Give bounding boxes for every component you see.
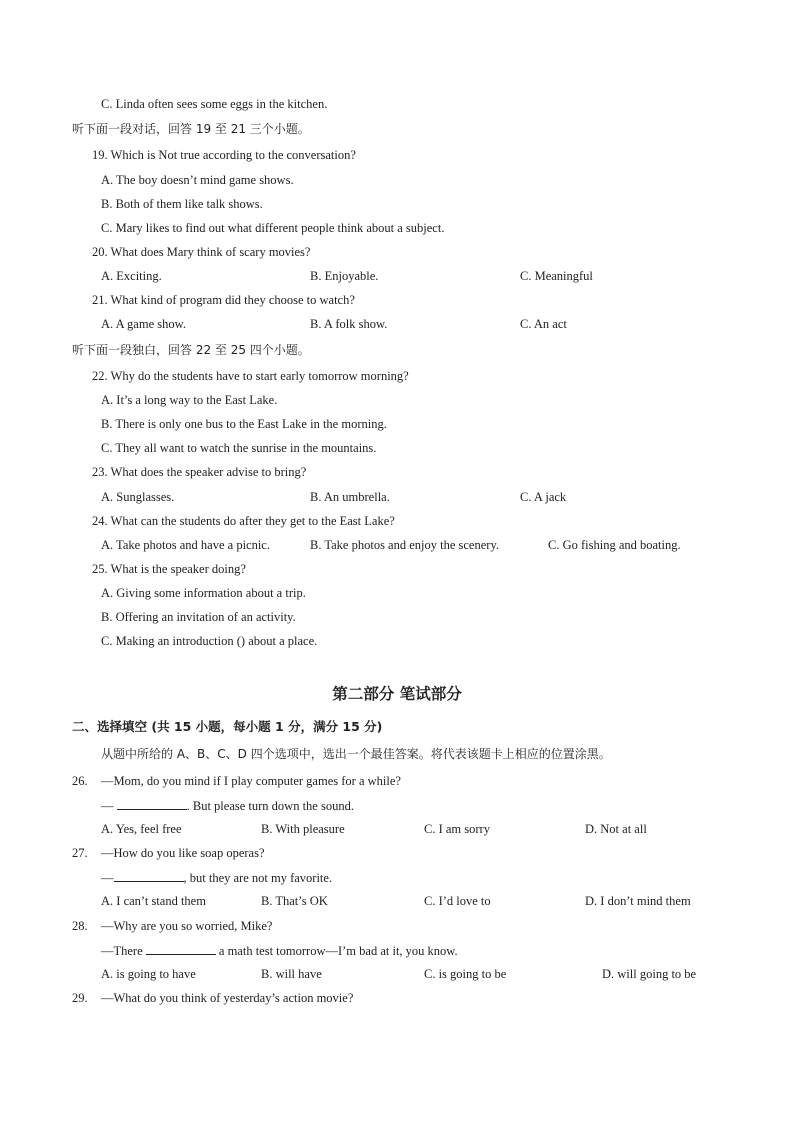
q19-option-c: C. Mary likes to find out what different people think about a subject. (101, 221, 445, 235)
q26-answer-blank (117, 797, 187, 810)
q25-option-b: B. Offering an invitation of an activity. (101, 610, 296, 624)
q22-stem: 22. Why do the students have to start early tomorrow morning? (92, 369, 409, 383)
q19-option-a: A. The boy doesn’t mind game shows. (101, 173, 294, 187)
q28-answer-blank (146, 942, 216, 955)
q23-option-b: B. An umbrella. (310, 490, 390, 504)
q20-option-b: B. Enjoyable. (310, 269, 379, 283)
q23-option-c: C. A jack (520, 490, 567, 504)
q27-option-b: B. That’s OK (261, 894, 328, 908)
q29-line1: —What do you think of yesterday’s action movie? (101, 991, 354, 1005)
listening-instruction-2: 听下面一段独白，回答 22 至 25 四个小题。 (72, 343, 310, 357)
q18-option-c: C. Linda often sees some eggs in the kitchen. (101, 97, 328, 111)
q22-option-a: A. It’s a long way to the East Lake. (101, 393, 278, 407)
q27-line2 (101, 869, 332, 886)
q27-option-d: D. I don’t mind them (585, 894, 691, 908)
q27-answer-blank (114, 869, 184, 882)
q26-line2-suffix: . But please turn down the sound. (186, 799, 354, 813)
q23-stem: 23. What does the speaker advise to bring? (92, 465, 307, 479)
q28-option-c: C. is going to be (424, 967, 507, 981)
q28-line2 (101, 942, 458, 959)
q24-option-c: C. Go fishing and boating. (548, 538, 681, 552)
q28-option-a: A. is going to have (101, 967, 196, 981)
section2-instruction: 从题中所给的 A、B、C、D 四个选项中，选出一个最佳答案。将代表该题卡上相应的位置涂黑。 (101, 747, 611, 761)
listening-instruction-1: 听下面一段对话，回答 19 至 21 三个小题。 (72, 122, 310, 136)
q28-line2-prefix: —There (101, 944, 146, 958)
q28-line2-suffix: a math test tomorrow—I’m bad at it, you know. (215, 944, 458, 958)
q21-option-c: C. An act (520, 317, 567, 331)
q28-option-b: B. will have (261, 967, 322, 981)
q26-option-c: C. I am sorry (424, 822, 490, 836)
q21-stem: 21. What kind of program did they choose to watch? (92, 293, 355, 307)
q24-option-b: B. Take photos and enjoy the scenery. (310, 538, 500, 552)
q26-line1: —Mom, do you mind if I play computer games for a while? (101, 774, 401, 788)
q25-option-c: C. Making an introduction () about a place. (101, 634, 318, 648)
q26-number: 26. (72, 774, 88, 788)
q24-stem: 24. What can the students do after they get to the East Lake? (92, 514, 395, 528)
q21-option-b: B. A folk show. (310, 317, 388, 331)
q26-line2-prefix: — (101, 799, 117, 813)
q20-option-c: C. Meaningful (520, 269, 593, 283)
q25-stem: 25. What is the speaker doing? (92, 562, 246, 576)
part2-title: 第二部分 笔试部分 (332, 685, 462, 703)
q25-option-a: A. Giving some information about a trip. (101, 586, 306, 600)
q26-line2 (101, 797, 354, 814)
q27-line1: —How do you like soap operas? (101, 846, 265, 860)
q26-option-a: A. Yes, feel free (101, 822, 182, 836)
q27-option-a: A. I can’t stand them (101, 894, 206, 908)
q26-option-b: B. With pleasure (261, 822, 345, 836)
q27-line2-suffix: , but they are not my favorite. (183, 871, 333, 885)
q27-number: 27. (72, 846, 88, 860)
section2-title: 二、选择填空 (共 15 小题，每小题 1 分，满分 15 分) (72, 719, 383, 734)
q19-stem: 19. Which is Not true according to the conversation? (92, 148, 356, 162)
q19-option-b: B. Both of them like talk shows. (101, 197, 263, 211)
q28-number: 28. (72, 919, 88, 933)
q20-option-a: A. Exciting. (101, 269, 162, 283)
q22-option-c: C. They all want to watch the sunrise in the mountains. (101, 441, 377, 455)
q27-line2-prefix: — (101, 871, 114, 885)
q24-option-a: A. Take photos and have a picnic. (101, 538, 270, 552)
q28-option-d: D. will going to be (602, 967, 697, 981)
q26-option-d: D. Not at all (585, 822, 647, 836)
q22-option-b: B. There is only one bus to the East Lake in the morning. (101, 417, 387, 431)
q21-option-a: A. A game show. (101, 317, 186, 331)
q27-option-c: C. I’d love to (424, 894, 491, 908)
q29-number: 29. (72, 991, 88, 1005)
q28-line1: —Why are you so worried, Mike? (101, 919, 273, 933)
q23-option-a: A. Sunglasses. (101, 490, 175, 504)
q20-stem: 20. What does Mary think of scary movies? (92, 245, 311, 259)
